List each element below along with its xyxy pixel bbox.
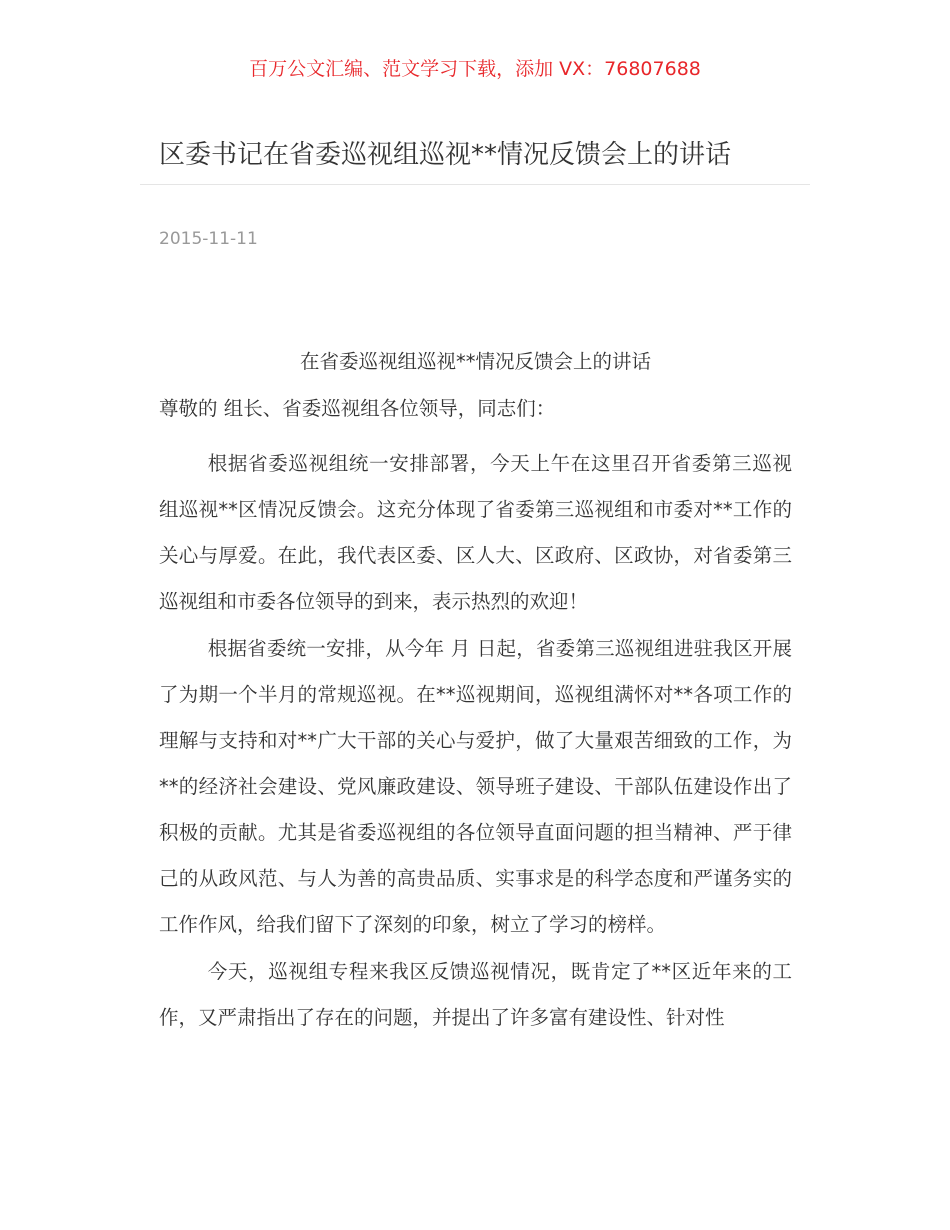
paragraph-1: 根据省委巡视组统一安排部署，今天上午在这里召开省委第三巡视组巡视**区情况反馈会。这充分体现了省委第三巡视组和市委对**工作的关心与厚爱。在此，我代表区委、区人大、区政府、区政协，对省委第三巡视组和市委各位领导的到来，表示热烈的欢迎！: [159, 452, 792, 613]
promo-banner: 百万公文汇编、范文学习下载，添加 VX：76807688: [249, 58, 701, 80]
speech-subtitle: 在省委巡视组巡视**情况反馈会上的讲话: [299, 350, 651, 373]
paragraph-3: 今天，巡视组专程来我区反馈巡视情况，既肯定了**区近年来的工作，又严肃指出了存在的问题，并提出了许多富有建设性、针对性: [159, 960, 792, 1029]
salutation: 尊敬的 组长、省委巡视组各位领导，同志们：: [159, 397, 556, 420]
article-body: [159, 347, 792, 1042]
paragraph-2: 根据省委统一安排，从今年 月 日起，省委第三巡视组进驻我区开展了为期一个半月的常规巡视。在**巡视期间，巡视组满怀对**各项工作的理解与支持和对**广大干部的关心与爱护，做了大量艰苦细致的工作，为**的经济社会建设、党风廉政建设、领导班子建设、干部队伍建设作出了积极的贡献。尤其是省委巡视组的各位领导直面问题的担当精神、严于律己的从政风范、与人为善的高贵品质、实事求是的科学态度和严谨务实的工作作风，给我们留下了深刻的印象，树立了学习的榜样。: [159, 637, 792, 936]
title-divider: [140, 184, 810, 185]
article-title: 区委书记在省委巡视组巡视**情况反馈会上的讲话: [159, 140, 732, 170]
publish-date: 2015-11-11: [159, 229, 258, 249]
